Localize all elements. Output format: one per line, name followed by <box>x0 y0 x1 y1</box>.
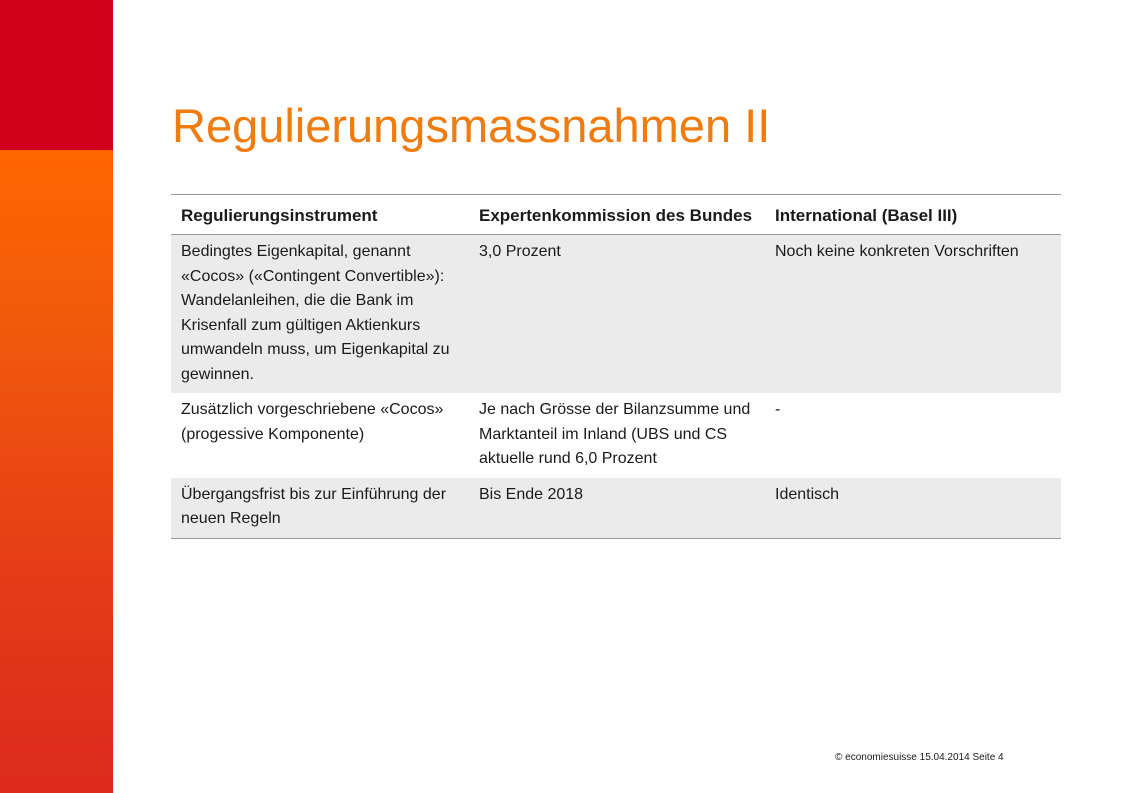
footer-copyright: © economiesuisse 15.04.2014 Seite 4 <box>835 752 1004 763</box>
table-cell: Identisch <box>765 478 1061 539</box>
page-title: Regulierungsmassnahmen II <box>172 99 771 152</box>
table-row <box>171 478 1061 539</box>
table-header-row <box>171 195 1061 235</box>
table-cell: Übergangsfrist bis zur Einführung der neuen Regeln <box>171 478 469 539</box>
table-cell: Zusätzlich vorgeschriebene «Cocos» (progessive Komponente) <box>171 393 469 478</box>
header-international: International (Basel III) <box>765 195 1061 235</box>
table-cell: Bedingtes Eigenkapital, genannt «Cocos» («Contingent Convertible»): Wandelanleihen, die die Bank im Krisenfall zum gültigen Aktienkurs umwandeln muss, um Eigenkapital zu gewinnen. <box>171 235 469 394</box>
side-color-bar <box>0 0 113 793</box>
table-row <box>171 235 1061 394</box>
header-instrument: Regulierungsinstrument <box>171 195 469 235</box>
table-row <box>171 393 1061 478</box>
header-expert-commission: Expertenkommission des Bundes <box>469 195 765 235</box>
table-cell: Bis Ende 2018 <box>469 478 765 539</box>
table-cell: Noch keine konkreten Vorschriften <box>765 235 1061 394</box>
table-cell: Je nach Grösse der Bilanzsumme und Marktanteil im Inland (UBS und CS aktuelle rund 6,0 Prozent <box>469 393 765 478</box>
regulation-table <box>171 194 1061 539</box>
table-cell: - <box>765 393 1061 478</box>
table-cell: 3,0 Prozent <box>469 235 765 394</box>
